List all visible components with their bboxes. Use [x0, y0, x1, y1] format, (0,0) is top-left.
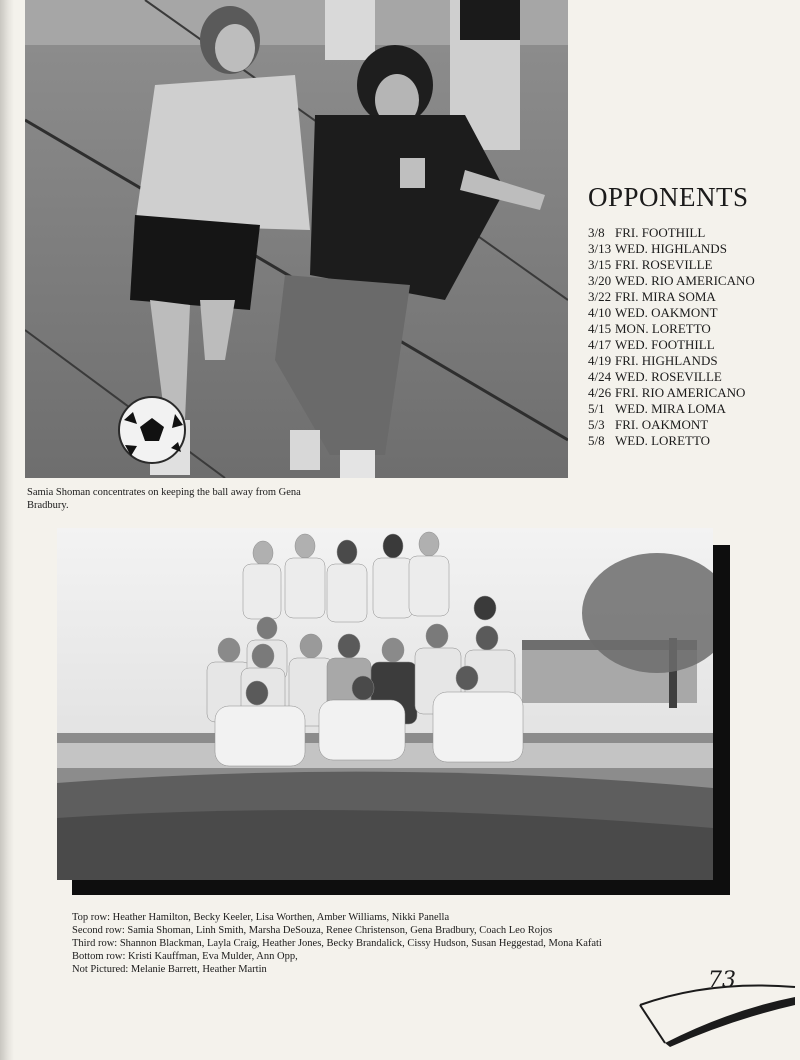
game-opponent: FRI. RIO AMERICANO [615, 385, 746, 400]
game-opponent: FRI. FOOTHILL [615, 225, 706, 240]
game-opponent: WED. OAKMONT [615, 305, 718, 320]
game-date: 4/24 [588, 369, 612, 384]
roster-bottom-row: Bottom row: Kristi Kauffman, Eva Mulder, Ann Opp, [72, 951, 298, 962]
opponent-game [588, 417, 788, 433]
game-opponent: FRI. MIRA SOMA [615, 289, 716, 304]
opponent-game [588, 353, 788, 369]
game-opponent: WED. MIRA LOMA [615, 401, 726, 416]
game-opponent: WED. HIGHLANDS [615, 241, 727, 256]
opponent-game [588, 289, 788, 305]
opponent-game [588, 257, 788, 273]
game-date: 3/20 [588, 273, 612, 288]
photo-caption: Samia Shoman concentrates on keeping the ball away from Gena Bradbury. [27, 487, 301, 511]
game-opponent: WED. FOOTHILL [615, 337, 715, 352]
game-date: 3/13 [588, 241, 612, 256]
opponent-game [588, 433, 788, 449]
game-date: 3/15 [588, 257, 612, 272]
game-date: 5/1 [588, 401, 605, 416]
page-number: 73 [708, 968, 736, 993]
opponent-game [588, 385, 788, 401]
roster-not-pictured: Not Pictured: Melanie Barrett, Heather Martin [72, 964, 267, 975]
opponent-game [588, 321, 788, 337]
team-photo [57, 528, 713, 880]
page-binding-edge [0, 0, 14, 1060]
team-roster-caption [72, 911, 712, 976]
game-date: 4/15 [588, 321, 612, 336]
game-date: 4/19 [588, 353, 612, 368]
game-date: 4/10 [588, 305, 612, 320]
game-opponent: WED. RIO AMERICANO [615, 273, 755, 288]
opponent-game [588, 337, 788, 353]
roster-top-row: Top row: Heather Hamilton, Becky Keeler, Lisa Worthen, Amber Williams, Nikki Panella [72, 912, 450, 923]
game-date: 4/26 [588, 385, 612, 400]
game-opponent: WED. LORETTO [615, 433, 711, 448]
game-opponent: MON. LORETTO [615, 321, 711, 336]
opponent-game [588, 401, 788, 417]
opponent-game [588, 305, 788, 321]
roster-second-row: Second row: Samia Shoman, Linh Smith, Marsha DeSouza, Renee Christenson, Gena Bradbury, Coach Leo Rojos [72, 925, 553, 936]
game-opponent: FRI. OAKMONT [615, 417, 709, 432]
opponent-game [588, 225, 788, 241]
opponent-game [588, 369, 788, 385]
opponent-game [588, 273, 788, 289]
game-date: 5/8 [588, 433, 605, 448]
game-opponent: WED. ROSEVILLE [615, 369, 722, 384]
game-date: 4/17 [588, 337, 612, 352]
opponent-game [588, 241, 788, 257]
game-opponent: FRI. ROSEVILLE [615, 257, 713, 272]
game-date: 3/8 [588, 225, 605, 240]
opponents-heading: OPPONENTS [588, 182, 749, 212]
opponents-schedule-list [588, 225, 788, 449]
game-opponent: FRI. HIGHLANDS [615, 353, 718, 368]
game-date: 3/22 [588, 289, 612, 304]
roster-third-row: Third row: Shannon Blackman, Layla Craig, Heather Jones, Becky Brandalick, Cissy Hudson, Susan Heggestad, Mona Kafati [72, 938, 602, 949]
soccer-action-photo [25, 0, 568, 478]
game-date: 5/3 [588, 417, 605, 432]
